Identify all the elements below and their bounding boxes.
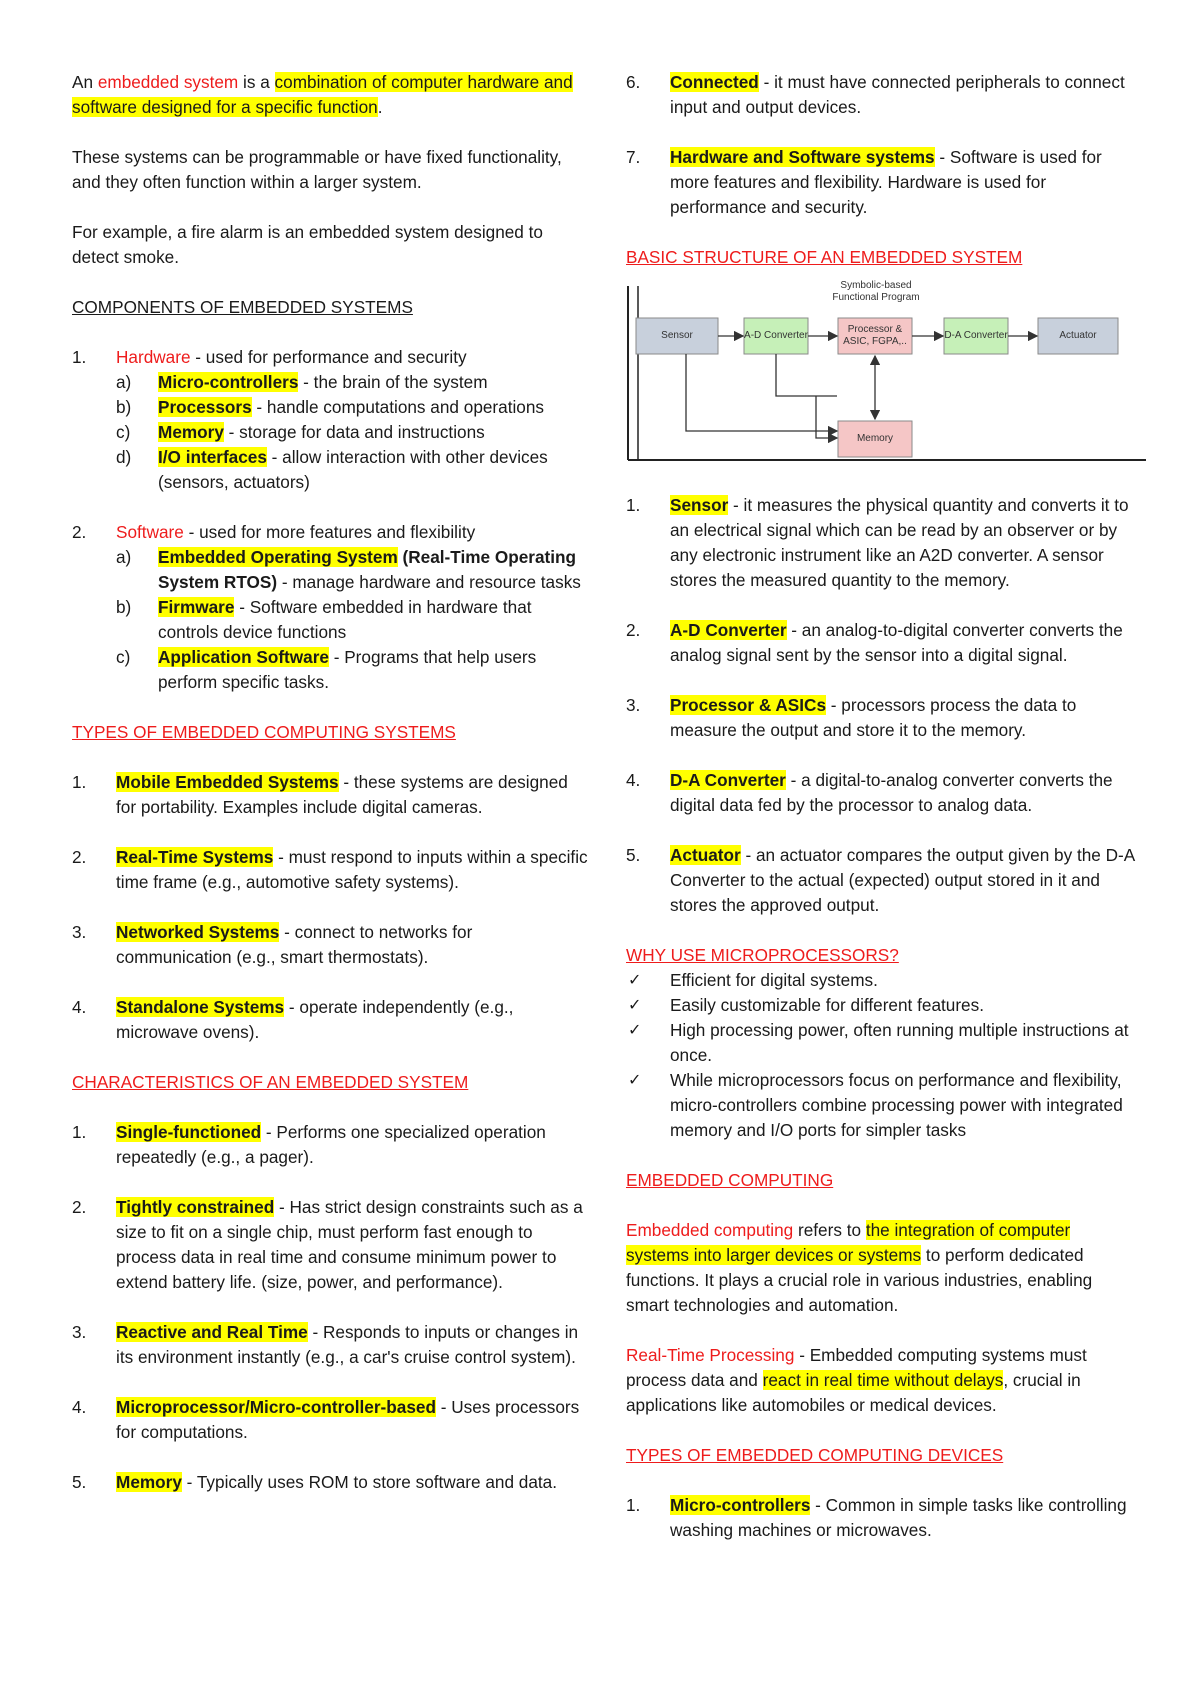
list-term: Actuator (670, 845, 741, 865)
diagram-caption: Symbolic-based Functional Program (832, 280, 920, 303)
sub-number: a) (116, 547, 132, 567)
list-term: Micro-controllers (670, 1495, 811, 1515)
check-text: Easily customizable for different features. (670, 995, 984, 1015)
sub-number: b) (116, 597, 132, 617)
list-number: 7. (626, 147, 641, 167)
list-desc: - these systems are designed for portability. Examples include digital cameras. (116, 772, 568, 817)
sub-term: Processors (158, 397, 252, 417)
list-number: 4. (72, 1397, 87, 1417)
list-number: 6. (626, 72, 641, 92)
sub-desc: - handle computations and operations (251, 397, 545, 417)
list-term: Real-Time Systems (116, 847, 274, 867)
list-number: 1. (72, 347, 87, 367)
computing-paragraph-1 (626, 1218, 1136, 1318)
sub-number: c) (116, 647, 131, 667)
list-number: 3. (626, 695, 641, 715)
sub-number: c) (116, 422, 131, 442)
left-column (72, 70, 592, 1495)
list-desc: - used for performance and security (190, 347, 467, 367)
list-item (72, 995, 592, 1045)
check-text: High processing power, often running multiple instructions at once. (670, 1020, 1129, 1065)
term-software: Software (116, 522, 184, 542)
list-number: 3. (72, 922, 87, 942)
sub-item (72, 595, 592, 645)
list-desc: - a digital-to-analog converter converts the digital data fed by the processor to analog data. (670, 770, 1113, 815)
text: An (72, 72, 98, 92)
sub-term: Memory (158, 422, 224, 442)
memory-label: Memory (856, 433, 894, 444)
checkmark-icon: ✓ (628, 1072, 642, 1089)
text: . (377, 97, 383, 117)
list-desc: - operate independently (e.g., microwave ovens). (116, 997, 514, 1042)
text: is a (238, 72, 275, 92)
list-term: Processor & ASICs (670, 695, 827, 715)
list-item-software (72, 520, 592, 545)
list-desc: - it measures the physical quantity and converts it to an electrical signal which can be read by an observer or by any electronic instrument like an A2D converter. A sensor stores the measured quantity to the memory. (670, 495, 1129, 590)
sub-item (72, 545, 592, 595)
text: to perform dedicated functions. It plays a crucial role in various industries, enabling smart technologies and automation. (626, 1245, 1093, 1315)
processor-label: Processor & ASIC, FGPA,.. (843, 324, 907, 347)
text: refers to (793, 1220, 866, 1240)
list-desc: - used for more features and flexibility (183, 522, 476, 542)
checkmark-icon: ✓ (628, 997, 642, 1014)
list-term: Connected (670, 72, 759, 92)
list-desc: - Has strict design constraints such as a size to fit on a single chip, must perform fast enough to process data in real time and consume minimum power to extend battery life. (size, power, and performance). (116, 1197, 583, 1292)
check-item (626, 1018, 1136, 1068)
list-number: 4. (72, 997, 87, 1017)
sub-desc-bold: (Real-Time Operating System RTOS) (158, 547, 577, 592)
list-item (72, 1395, 592, 1445)
intro-paragraph-2: These systems can be programmable or have fixed functionality, and they often function within a larger system. (72, 147, 562, 192)
list-desc: - Performs one specialized operation repeatedly (e.g., a pager). (116, 1122, 546, 1167)
list-desc: - Responds to inputs or changes in its environment instantly (e.g., a car's cruise control system). (116, 1322, 579, 1367)
sensor-label: Sensor (661, 330, 693, 341)
list-item (626, 145, 1136, 220)
list-desc: - it must have connected peripherals to connect input and output devices. (670, 72, 1125, 117)
list-item (72, 920, 592, 970)
types-heading: TYPES OF EMBEDDED COMPUTING SYSTEMS (72, 722, 456, 742)
sub-item (72, 420, 592, 445)
list-desc: - an actuator compares the output given by the D-A Converter to the actual (expected) output stored in it and stores the approved output. (670, 845, 1135, 915)
list-item (72, 1195, 592, 1295)
list-number: 1. (72, 772, 87, 792)
list-item (626, 70, 1136, 120)
list-desc: - connect to networks for communication (e.g., smart thermostats). (116, 922, 473, 967)
list-term: Sensor (670, 495, 729, 515)
sub-desc: - allow interaction with other devices (sensors, actuators) (158, 447, 548, 492)
sub-item (72, 445, 592, 495)
sub-term: Micro-controllers (158, 372, 299, 392)
list-desc: - Typically uses ROM to store software and data. (181, 1472, 558, 1492)
sub-number: d) (116, 447, 132, 467)
computing-heading: EMBEDDED COMPUTING (626, 1170, 834, 1190)
checkmark-icon: ✓ (628, 972, 642, 989)
highlight: the integration of computer systems into larger devices or systems (626, 1220, 1071, 1265)
devices-heading: TYPES OF EMBEDDED COMPUTING DEVICES (626, 1445, 1004, 1465)
list-term: Hardware and Software systems (670, 147, 935, 167)
list-number: 1. (72, 1122, 87, 1142)
list-number: 2. (72, 847, 87, 867)
term-hardware: Hardware (116, 347, 191, 367)
list-term: Microprocessor/Micro-controller-based (116, 1397, 436, 1417)
check-text: Efficient for digital systems. (670, 970, 878, 990)
list-number: 2. (72, 1197, 87, 1217)
list-item (626, 618, 1136, 668)
components-heading: COMPONENTS OF EMBEDDED SYSTEMS (72, 297, 413, 317)
list-item (626, 693, 1136, 743)
list-number: 5. (72, 1472, 87, 1492)
right-column (626, 70, 1136, 1543)
text: - Embedded computing systems must process data and (626, 1345, 1087, 1390)
sub-desc: - manage hardware and resource tasks (277, 572, 581, 592)
list-term: Reactive and Real Time (116, 1322, 308, 1342)
list-item (626, 768, 1136, 818)
list-item (72, 845, 592, 895)
why-heading: WHY USE MICROPROCESSORS? (626, 945, 899, 965)
checkmark-icon: ✓ (628, 1022, 642, 1039)
list-term: Tightly constrained (116, 1197, 275, 1217)
block-diagram (626, 276, 1146, 481)
check-item (626, 1068, 1136, 1143)
list-number: 2. (72, 522, 87, 542)
list-item (626, 843, 1136, 918)
list-item (72, 1470, 592, 1495)
list-desc: - an analog-to-digital converter converts the analog signal sent by the sensor into a digital signal. (670, 620, 1123, 665)
check-item (626, 993, 1136, 1018)
term-real-time-processing: Real-Time Processing (626, 1345, 795, 1365)
intro-paragraph-3: For example, a fire alarm is an embedded system designed to detect smoke. (72, 222, 543, 267)
list-desc: - Uses processors for computations. (116, 1397, 580, 1442)
check-text: While microprocessors focus on performance and flexibility, micro-controllers combine processing power with integrated memory and I/O ports for simpler tasks (670, 1070, 1123, 1140)
sub-desc: - Software embedded in hardware that controls device functions (158, 597, 532, 642)
text: , crucial in applications like automobiles or medical devices. (626, 1370, 1081, 1415)
check-item (626, 968, 1136, 993)
sub-term: Application Software (158, 647, 329, 667)
list-term: Memory (116, 1472, 182, 1492)
list-number: 3. (72, 1322, 87, 1342)
dac-label: D-A Converter (944, 330, 1008, 341)
sub-item (72, 370, 592, 395)
list-number: 2. (626, 620, 641, 640)
list-term: Networked Systems (116, 922, 280, 942)
list-term: D-A Converter (670, 770, 786, 790)
list-term: Standalone Systems (116, 997, 285, 1017)
computing-paragraph-2 (626, 1343, 1136, 1418)
sub-desc: - storage for data and instructions (223, 422, 485, 442)
sub-item (72, 645, 592, 695)
list-item (72, 770, 592, 820)
structure-heading: BASIC STRUCTURE OF AN EMBEDDED SYSTEM (626, 247, 1023, 267)
sub-item (72, 395, 592, 420)
list-item (72, 1120, 592, 1170)
list-item (626, 1493, 1136, 1543)
actuator-label: Actuator (1059, 330, 1097, 341)
list-term: A-D Converter (670, 620, 787, 640)
highlight-definition: combination of computer hardware and software designed for a specific function (72, 72, 573, 117)
list-number: 5. (626, 845, 641, 865)
characteristics-heading: CHARACTERISTICS OF AN EMBEDDED SYSTEM (72, 1072, 469, 1092)
sub-number: a) (116, 372, 132, 392)
intro-definition (72, 70, 592, 120)
term-embedded-system: embedded system (97, 72, 239, 92)
list-item (626, 493, 1136, 593)
list-desc: - Common in simple tasks like controlling washing machines or microwaves. (670, 1495, 1127, 1540)
sub-desc: - the brain of the system (298, 372, 488, 392)
highlight: react in real time without delays (762, 1370, 1004, 1390)
list-desc: - Software is used for more features and flexibility. Hardware is used for performance and security. (670, 147, 1102, 217)
list-term: Single-functioned (116, 1122, 262, 1142)
sub-term: Firmware (158, 597, 235, 617)
list-number: 4. (626, 770, 641, 790)
list-number: 1. (626, 1495, 641, 1515)
list-desc: - must respond to inputs within a specific time frame (e.g., automotive safety systems). (116, 847, 588, 892)
list-desc: - processors process the data to measure the output and store it to the memory. (670, 695, 1077, 740)
sub-term: I/O interfaces (158, 447, 267, 467)
list-number: 1. (626, 495, 641, 515)
sub-number: b) (116, 397, 132, 417)
list-item (72, 1320, 592, 1370)
sub-term: Embedded Operating System (158, 547, 398, 567)
list-term: Mobile Embedded Systems (116, 772, 339, 792)
adc-label: A-D Converter (744, 330, 808, 341)
list-item-hardware (72, 345, 592, 370)
sub-desc: - Programs that help users perform specific tasks. (158, 647, 537, 692)
term-embedded-computing: Embedded computing (626, 1220, 794, 1240)
